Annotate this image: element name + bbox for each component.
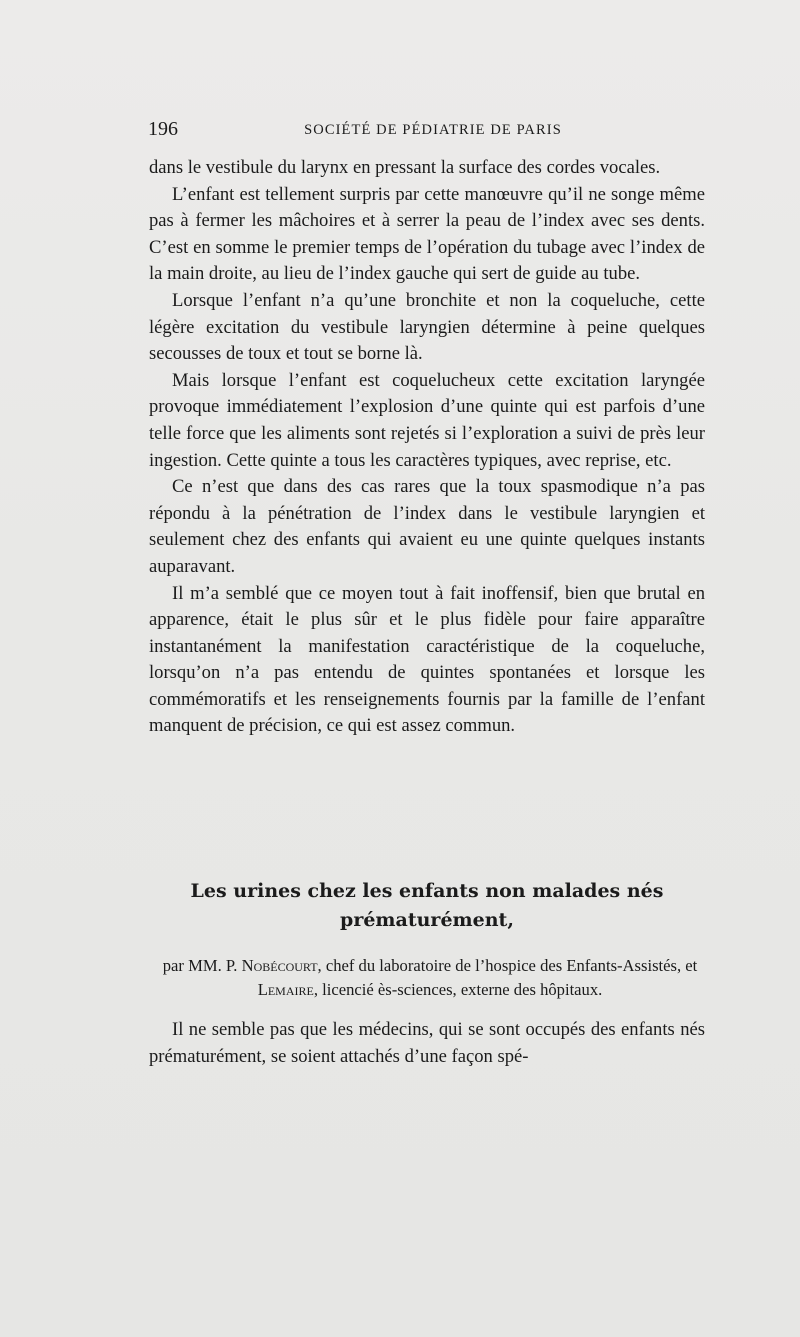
article-intro-paragraph: Il ne semble pas que les médecins, qui se sont occupés des enfants nés prématurément, se soient attachés d’une façon spé- <box>149 1019 705 1067</box>
paragraph: Ce n’est que dans des cas rares que la toux spasmodique n’a pas répondu à la pénétration de l’index dans le vestibule laryngien et seulement chez des enfants qui avaient eu une quinte quelques instants auparavant. <box>149 476 705 577</box>
paragraph: Mais lorsque l’enfant est coquelucheux cette excitation laryngée provoque immédiatement l’explosion d’une quinte qui est parfois d’une telle force que les aliments sont rejetés si l’exploration a suivi de près leur ingestion. Cette quinte a tous les caractères typiques, avec reprise, etc. <box>149 369 705 471</box>
author-nobecourt-role: , chef du laboratoire de l’hospice des Enfants-Assistés, et <box>317 956 698 975</box>
author-lemaire-role: , licencié ès-sciences, externe des hôpitaux. <box>313 980 603 999</box>
author-nobecourt: Nobécourt <box>241 956 318 975</box>
byline <box>149 954 711 1002</box>
paragraph: L’enfant est tellement surpris par cette manœuvre qu’il ne songe même pas à fermer les mâchoires et à serrer la peau de l’index avec ses dents. C’est en somme le premier temps de l’opération du tubage avec l’index de la main droite, au lieu de l’index gauche qui sert de guide au tube. <box>149 183 705 285</box>
running-header <box>148 118 708 144</box>
paragraph: Il m’a semblé que ce moyen tout à fait inoffensif, bien que brutal en apparence, était le plus sûr et le plus fidèle pour faire apparaître instantanément la manifestation caractéristique de la coqueluche, lorsqu’on n’a pas entendu de quintes spontanées et lorsque les commémoratifs et les renseignements fournis par la famille de l’enfant manquent de précision, ce qui est assez commun. <box>149 582 705 737</box>
paragraph-continued: dans le vestibule du larynx en pressant la surface des cordes vocales. <box>149 157 661 178</box>
page-number: 196 <box>148 118 178 140</box>
article-title-line-2: prématurément, <box>340 909 514 931</box>
article-title <box>149 877 705 935</box>
paragraph: Lorsque l’enfant n’a qu’une bronchite et non la coqueluche, cette légère excitation du vestibule laryngien détermine à peine quelques secousses de toux et tout se borne là. <box>149 289 705 365</box>
author-lemaire: Lemaire <box>257 980 314 999</box>
byline-prefix: par MM. P. <box>162 956 238 975</box>
body-text <box>149 155 705 740</box>
journal-title: SOCIÉTÉ DE PÉDIATRIE DE PARIS <box>304 122 562 138</box>
article-title-line-1: Les urines chez les enfants non malades nés <box>190 880 664 902</box>
